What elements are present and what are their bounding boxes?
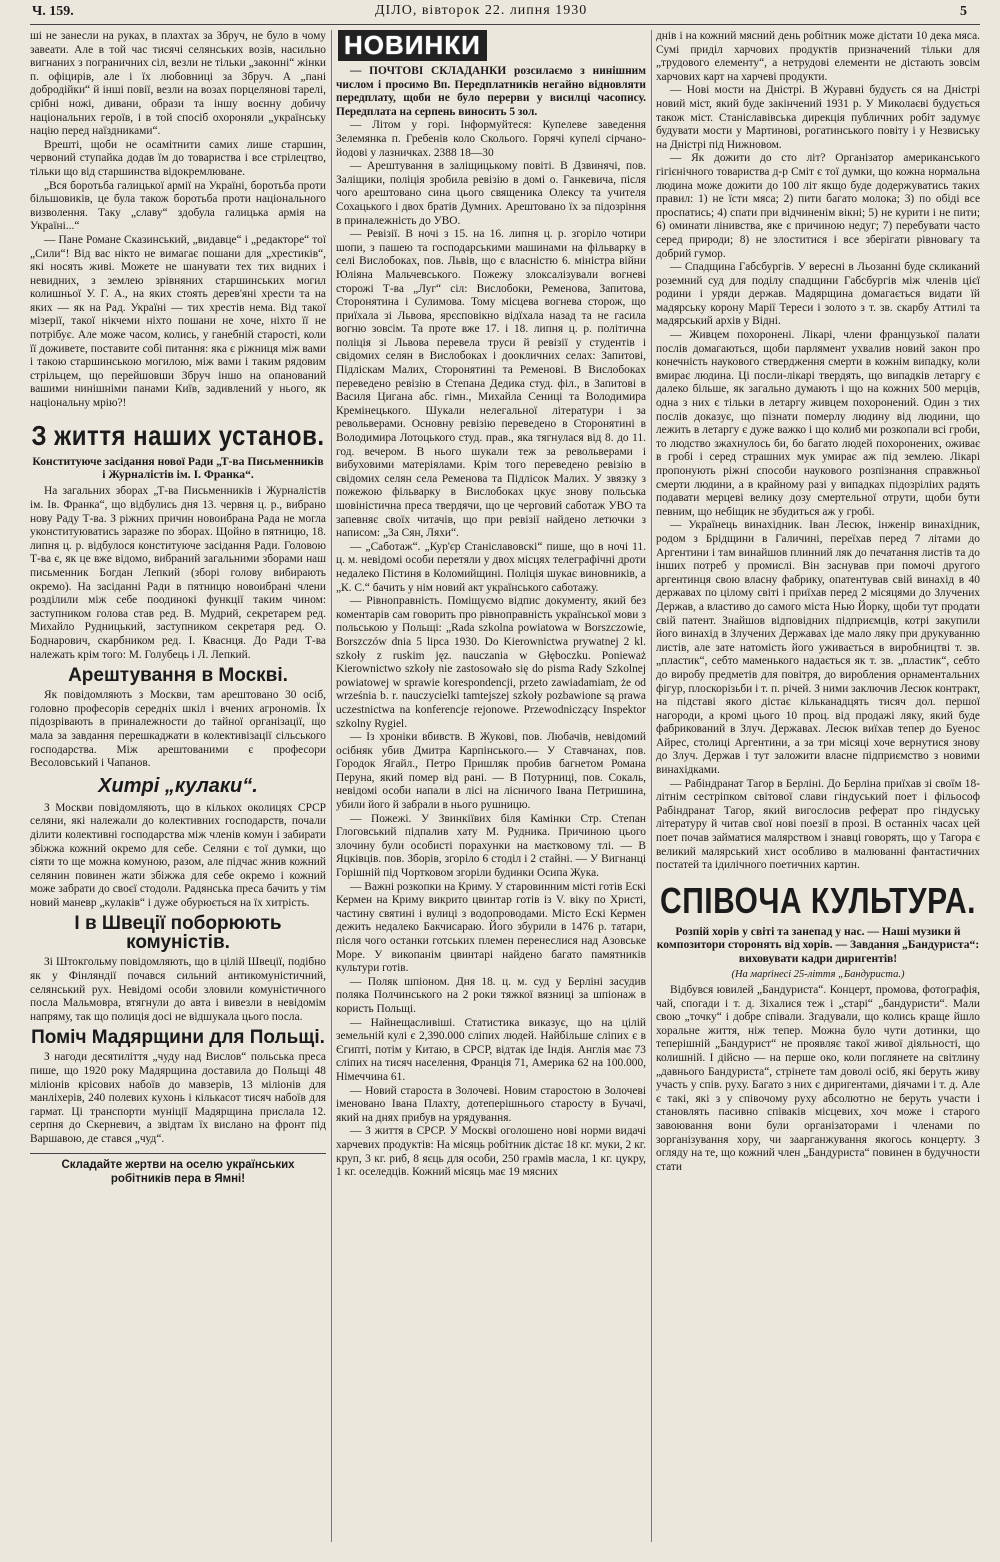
- header-rule: [30, 24, 980, 25]
- news-item: — Літом у горі. Інформуйтеся: Купелеве заведення Зелемянка п. Гребенів коло Сколього. Горячі купелі сірчано-йодові у лазничках. 2388 18—30: [336, 119, 646, 159]
- subheading: Розпій хорів у світі та занепад у нас. — Наші музики й композитори сторонять від хорів. — Завдання „Бандуриста“: виховувати кадри диригентів!: [656, 924, 980, 965]
- news-item: — Пожежі. У Звинкіївих біля Камінки Стр. Степан Глоговський підпалив хату М. Рудника. Причиною цього злочину були особисті порахунки на маєтковому тлі. — В Яцківців. пов. Зборів, згоріло 6 стоділ і 2 стайні. — У Вигнанці Горішній під Чортковом згоріли будинки Осипа Жука.: [336, 812, 646, 880]
- column-2: [336, 30, 646, 1554]
- news-item: — ПОЧТОВІ СКЛАДАНКИ розсилаємо з нинішним числом і просимо Вп. Передплатників негайно відновляти передплату, щоби не було перерви у висилці часопису. Передплата на серпень виносить 5 зол.: [336, 65, 646, 118]
- news-item: — Новий староста в Золочеві. Новим старостою в Золочеві іменовано Івана Плахту, дотеперішнього старосту в Бучачі, який на днях прибув на урядування.: [336, 1084, 646, 1124]
- section-banner-novynky: НОВИНКИ: [338, 30, 487, 61]
- news-item: — „Саботаж“. „Кур'єр Станіславовскі“ пише, що в ночі 11. ц. м. невідомі особи перетяли у двох місцях телеграфічні дроти недалеко Пістиня в Коломийщині. Поліція шукає виновників, а „К. С.“ бачить у нім новий акт українського саботажу.: [336, 540, 646, 594]
- article-paragraph: Зі Штокгольму повідомляють, що в цілій Швеції, подібно як у Фінляндії почався сильний антикомуністичний, селянський рух. Невідомі особи зловили комуністичного посла Мальмовра, втягнули до авта і вивезли в невідомім напряму, так що полиція досі не відшукала цього посла.: [30, 956, 326, 1023]
- article-paragraph: Як повідомляють з Москви, там арештовано 30 осіб, головно професорів середніх шкіл і вчених агрономів. Їх підозрівають в приналежности до тайної організації, що мала за завдання перешкаджати в колективізації сільського господарства. Між арештованими є професори Весоловський і Чапанов.: [30, 689, 326, 770]
- news-item: днів і на кожний мясний день робітник може дістати 10 дека мяса. Сумі приділ харчових продуктів призначений тільки для „трудового елементу“, а нетрудові елементи не дістають зовсім харчових карт на харчеві продукти.: [656, 30, 980, 83]
- news-item: — Рабіндранат Тагор в Берліні. До Берліна приїхав зі своїм 18-літнім сестріпком світової слави гіндуський поет і фільософ Рабіндранат Тагор, який вигослосив реферат про гіндуську літературу й читав свої нові поезії в прозі. В останніх часах цей поет почав займатися малярством і знавці говорять, що у Тагора є великий малярський хист особливо в малюванні фантастичних постатей та ідилічного поетичних картин.: [656, 777, 980, 872]
- news-item: — Живцем похоронені. Лікарі, члени французької палати послів домагаються, щоби парлямент ухвалив новий закон про конечність наукового ствердження смерти в кожнім випадку, коли вмирає людина. Ці посли-лікарі твердять, що випадків летаргу є далеко більше, як загально думають і що на кожних 500 мерців, одна з них є тільки в летаргу живцем похоронений. Один з тих послів доказує, що пізнати померлу людину від людини, що лежить в летаргу є дуже важко і що колиб ми розкопали всі гроби, то людство зжахнулось би, бо багато людей похоронених, оживає в гробі і серед страшних мук умирає аж під землею. Лікарі пропонують ріжні способи наукового розпізнання справжньої смерти людини, а в крайному разі у випадках підозріліих радять подавати мерцеві велику дозу смертельної отрути, щоби бути певним, що небіщик не збудиться аж у гробі.: [656, 329, 980, 518]
- column-divider: [331, 30, 332, 1542]
- article-note: (На марґінесі 25-ліття „Бандуриста.): [731, 969, 905, 981]
- news-item: — Як дожити до сто літ? Організатор американського гігієнічного товариства д-р Сміт є тої думки, що кожна нормальна людина може дожити до 100 літ якщо буде додержуватись таких правил: 1) не їсти мяса; 2) пити багато молока; 3) по обіді все проспатись; 4) спати при відчиненім вікні; 5) не курити і не пити; 6) оминати лінивства, яке є причиною недуг; 7) перебувати часто серед природи; 8) не злоститися і все зберігати рівновагу та добрий гумор.: [656, 152, 980, 260]
- section-heading: З життя наших установ.: [31, 420, 325, 452]
- article-paragraph: ші не занесли на руках, в плахтах за Збруч, не було в чому завеати. Але в той час тисячі селянських возів, насильно вигнаних з пограничних сіл, везли не тільки „законні“ жінки п. офіцирів, але і їх любовниці за Збруч. А „пані добродійки“ й інші повії, везли на возах порцелянові тарелі, срібні ножі, дивани, образи та іншу воєнну добичу національних героїв, і в той спосіб охороняли „українську націю перед наїздниками“.: [30, 30, 326, 138]
- article-paragraph: Врешті, щоби не осамітнити самих лише старшин, червоний ступайка додав їм до товариства і все стрілецтво, тільки що від старшинства відокремлюване.: [30, 138, 326, 178]
- news-item: — Арештування в заліщицькому повіті. В Дзвинячі, пов. Заліщики, поліція зробила ревізію в домі о. Ганкевича, після чого арештовано сина цього священика Олексу та учителя Сохацького і двох братів Думних. Арештовано їх за підозріння в приналежність до УВО.: [336, 160, 646, 227]
- news-item: — Із хроніки вбивств. В Жукові, пов. Любачів, невідомий осібняк убив Дмитра Карпінського.— У Ставчанах, пов. Городок Ягайл., Петро Пришляк пробив багнетом Романа Перуна, який помер від рані. — В Потурниці, пов. Сокаль, невідомі особи напали в лісі на лісничого Івана Петришина, убили його й забрали в нього рушницю.: [336, 731, 646, 812]
- article-paragraph: Відбувся ювилей „Бандуриста“. Концерт, промова, фотографія, чай, спогади і т. д. Зіхалися теж і „старі“ „бандуристи“. Мали свою „точку“ і добре співали. Згадували, що колись краще йшло хоральне життя, ніж тепер. Можна було чути дотинки, що теперішній „Бандурист“ не проявляє такої живої діяльності, що колишній. І дійсно — на перше око, коли поглянете на світлину „давнього Бандуриста“, стрінете там доволі осіб, які беруть живу участь у спів. руху. Багато з них є диригентами, діячами і т. д. Але є такі, які з у співочому руху абсолютно не беруть участи і становлять пасивно співаків місцевих, хоч може і старого завоювання вони були організаторами і членами по зорганізування хору, чи заарганжування якогось концерту. З огляду на те, що кожний член „Бандуриста“ повинен в будучности стати: [656, 984, 980, 1173]
- appeal-banner: Складайте жертви на оселю українських робітників пера в Ямні!: [30, 1153, 326, 1186]
- column-3: [656, 30, 980, 1554]
- news-item: — Нові мости на Дністрі. В Журавні будуєть ся на Дністрі новий міст, який буде закінчений 1931 р. У Миколаєві будується також міст. Станіславівська дирекція публичних робіт задумує будувати мости у Мартинові, рогатинського повіту і у Незвиську на Дністрі під Нижновом.: [656, 84, 980, 151]
- article-headline: Поміч Мадярщини для Польщі.: [31, 1027, 325, 1049]
- news-item: — Ревізії. В ночі з 15. на 16. липня ц. р. згоріло чотири шопи, з пашею та господарськими машинами на фільварку в селі Вислобоках, пов. Львів, що є власністю 6. міністра війни Юліяна Мальчевського. Пожежу злоксалізували вогневі сторожі Т-ва „Луг“ сіл: Вислобоки, Ременова, Запитова, Сторонятина і Сулимова. Тому місцева вогнева сторож, що приїхала зі Львова, ярєсповікно відїхала назад та не гасила вогню зовсім. Та проте вже 17. і 18. липня ц. р. політична поліція зі Львова перевела труси й ревізії у студентів і свідомих селян в Вислобоках і доокличних селах: Запитові, Підліскам Малих, Сторонятині та Ременові. В Вислобоках переведено ревізію в Степана Дедика студ. філ., в Запитові в Василя Цигана абс. гімн., Михайла Сениці та Володимира Кремінецького. Шукали нелегальної літератури і за револьверами. Основну ревізію переведено в Сторонятині в Володимира Лотоцького студ. прав., яка тягнулася від 8. до 11. год. вечером. В нього шукали теж за револьверами і вибуховими матеріялами. Крім того переведено ревізію в свідомих селян села Ременова та Підлісок Малих. У звязку з пожежою фільварку в Вислобоках цкує знову польська шовіністична преса твердячи, що це черговий саботаж УВО та запевняє своїх читачів, що при ревізії найдено летючки з написом: „За Сян, Ляхи“.: [336, 228, 646, 540]
- article-headline: І в Швеції поборюють комуністів.: [74, 913, 282, 954]
- page-header: [0, 0, 1000, 26]
- page-number-left: Ч. 159.: [32, 4, 74, 19]
- article-headline: Хитрі „кулаки“.: [98, 774, 258, 797]
- article-paragraph: „Вся боротьба галицької армії на Україні, боротьба проти більшовиків, це була також боротьба проти національного визволення. Таку „славу“ здобула галицька армія на Україні...“: [30, 179, 326, 233]
- article-headline: Арештування в Москві.: [68, 665, 288, 687]
- article-paragraph: З нагоди десятиліття „чуду над Вислов“ польська преса пише, що 1920 року Мадярщина доставила до Польщі 48 міліонів крісових набоїв до мавзерів, 13 міліонів для манліхерів, 240 полевих кухонь і кількасот тисяч набоїв для гармат. Ці транспорти муніції Мадярщина прислала 12. серпня до Скерневич, а звідтам їх вислано на фронт під Варшавою, де стався „чуд“.: [30, 1051, 326, 1145]
- subheading: Конституюче засідання нової Ради „Т-ва Письменників і Журналістів ім. І. Франка“.: [32, 454, 324, 482]
- news-item: — Поляк шпіоном. Дня 18. ц. м. суд у Берліні засудив поляка Полчинського на 2 роки тяжкої вязниці за шпіонаж в користь Польщі.: [336, 975, 646, 1015]
- news-item: — Важні розкопки на Криму. У старовинним місті готів Ескі Кермен на Криму викрито цвинтар готів із V. віку по Христі, частину святині і вулиці з водопроводами. Місто Ескі Кермен дежить недалеко Бакчисараю. Його збурили в 1476 р. татари, після чого останки готських племен перенеслися над Азовське Море. У викопанім цвинтарі найдено багато памятників культури готів.: [336, 880, 646, 975]
- column-divider: [651, 30, 652, 1542]
- article-paragraph: З Москви повідомляють, що в кількох околицях СРСР селяни, які належали до колективних господарств, почали ділити колективні господарства між членів комун і забирати збіжжа кожний окремо для себе. Селяни є тої думки, що сіяти то ще можна комуною, разом, але підчас жнив кожний селянин повинен жати збіжжа для себе окремо і кожний може забрати до своєї стодоли. Радянська преса бачить у тім новий маневр „кулаків“ і дуже обурюється на їх хитрість.: [30, 801, 326, 909]
- news-item: — Найнещасливіші. Статистика виказує, що на цілій земельній кулі є 2,390.000 сліпих людей. Найбільше сліпих є в Єгипті, потім у Китаю, в СРСР, відтак іде Індія. Англія має 73 сліпих на тисяч населення, Франція 71, Америка 62 на 100.000, Німеччина 61.: [336, 1016, 646, 1083]
- section-heading: СПІВОЧА КУЛЬТУРА.: [660, 881, 976, 922]
- page-number-right: 5: [960, 4, 967, 19]
- masthead: ДІЛО, вівторок 22. липня 1930: [375, 3, 588, 18]
- article-paragraph: На загальних зборах „Т-ва Письменників і Журналістів ім. Ів. Франка“, що відбулись дня 13. червня ц. р., вибрано нову Раду Т-ва. З ріжних причин новоибрана Рада не могла уконституюватись заразже по зборах. Щойно в пятницю, 18. липня ц. р. відбулося конституюче засідання Ради. Головою Т-ва є, як це вже відомо, вибраний загальними зборами наш письменник Богдан Лепкий (зборі голову вибирають окремо). На засіданні Ради в пятницю новоибрані члени розділили між себе поодинокі функції таким чином: заступником голова став ред. В. Мудрий, секретарем ред. Михайло Рудницький, заступником секретаря ред. О. Боднарович, скарбником ред. І. Кваснця. До Ради Т-ва належать крім того: М. Голубець і Л. Лепкий.: [30, 485, 326, 661]
- news-item: — Спадщина Габсбургів. У вересні в Льозанні буде скликаний роземний суд для поділу спадщини Габсбургів між членів цієї родини і уряди держав. Мадярщина домагається видати їй мадярську корону Марії Тереси і золото з т. зв. скарбу Аттилі та мадярський архів у Відні.: [656, 261, 980, 328]
- column-1: [30, 30, 326, 1554]
- news-item: — Українець винахідник. Іван Лесюк, інженір винахідник, родом з Брідщини в Галичині, переїхав перед 7 літами до Аргентини і там винайшов плинний ляк до печатання листів та до інших потреб у промислі. Він заснував при помочі другого аргентинця свою власну фабрику, опатентував свій винахід в 40 державах по цілому світі і приїхав перед 2 місяцями до Злучених Держав, а властиво до самого міста Нью Йорку, щоби тут продати свій патент. Знайшов відповідних підприємців, котрі закупили його винахід в Злучених Державах іде мало ляку при друкуванню листів, але зате натомість його уживається в виробництві т. зв. „пластик“, себто маменького надається як т. зв. „пластик“, себто до виробу предметів для повітря, до виробления орнаментальних фігур, плоскорізьби і т. п. річей. З ними заключив Лесюк контракт, на підставі якого дістає кільканадцять тисяч дол. першої нагороди, а кромі цього 10 проц. від продажі ляку, який буде фабрикований в Злуч. Державах. Лесюк виїхав тепер до Буенос Айрес, столиці Аргентини, а за три місяці хоче вернутися знову до Злуч. Держав і тут заложити власне підприємство з новими винахідками.: [656, 519, 980, 777]
- article-paragraph: — Пане Романе Сказинський, „видавце“ і „редакторе“ тої „Сили“! Від вас нікто не вимагає пошани для „хрестиків“, які носять живі. Можете не шанувати тех тих видних і невидних, з землею зрівняних старшинських могил колишньої У. Г. А., на яких стоять дерев'яні хрести та на яких — як на Рад. Україні — тих хрестів нема. Від такої мізерії, такої нікчеми ніхто пошани не хоче, ніхто її не потрібує. Але може часом, колись, у ганебній старості, коли її доживете, поставите собі питання: яка є ріжниця між вами і такою старшинською могилою, між вами і таким рядовим стрільцем, що перейшовши Збруч іншо на опанований вашими нинішніми панами Київ, задивлений у нього, як національну мрію?!: [30, 233, 326, 410]
- news-item: — З життя в СРСР. У Москві оголошено нові норми видачі харчевих продуктів: На місяць робітник дістає 18 кг. муки, 2 кг. круп, 3 кг. риб, 8 яєць для особи, 250 грамів масла, 1 кг. цукру, 1 кг. оселедців. Кожний місяць має 19 мясних: [336, 1125, 646, 1179]
- news-item: — Рівноправність. Поміщуємо відпис документу, який без коментарів сам говорить про рівноправність української мови з польською у Польщі: „Rada szkolna powiatowa w Borszczowie, Borszczów dnia 5 lipca 1930. Do Kierownictwa prywatnej 2 kl. szkoły z ruskim jęz. nauczania w Głęboczku. Ponieważ Kierownictwo szkoły nie zastosowało się do pisma Rady Szkolnej powiatowej w sprawie korespondencji, przeto zawiadamiam, że od września b. r. nauczycielki tamtejszej szkoły pozbawione są prawa uczestnictwa na konferencje rejonowe. Przewodniczący Inspektor szkolny Rygiel.: [336, 595, 646, 730]
